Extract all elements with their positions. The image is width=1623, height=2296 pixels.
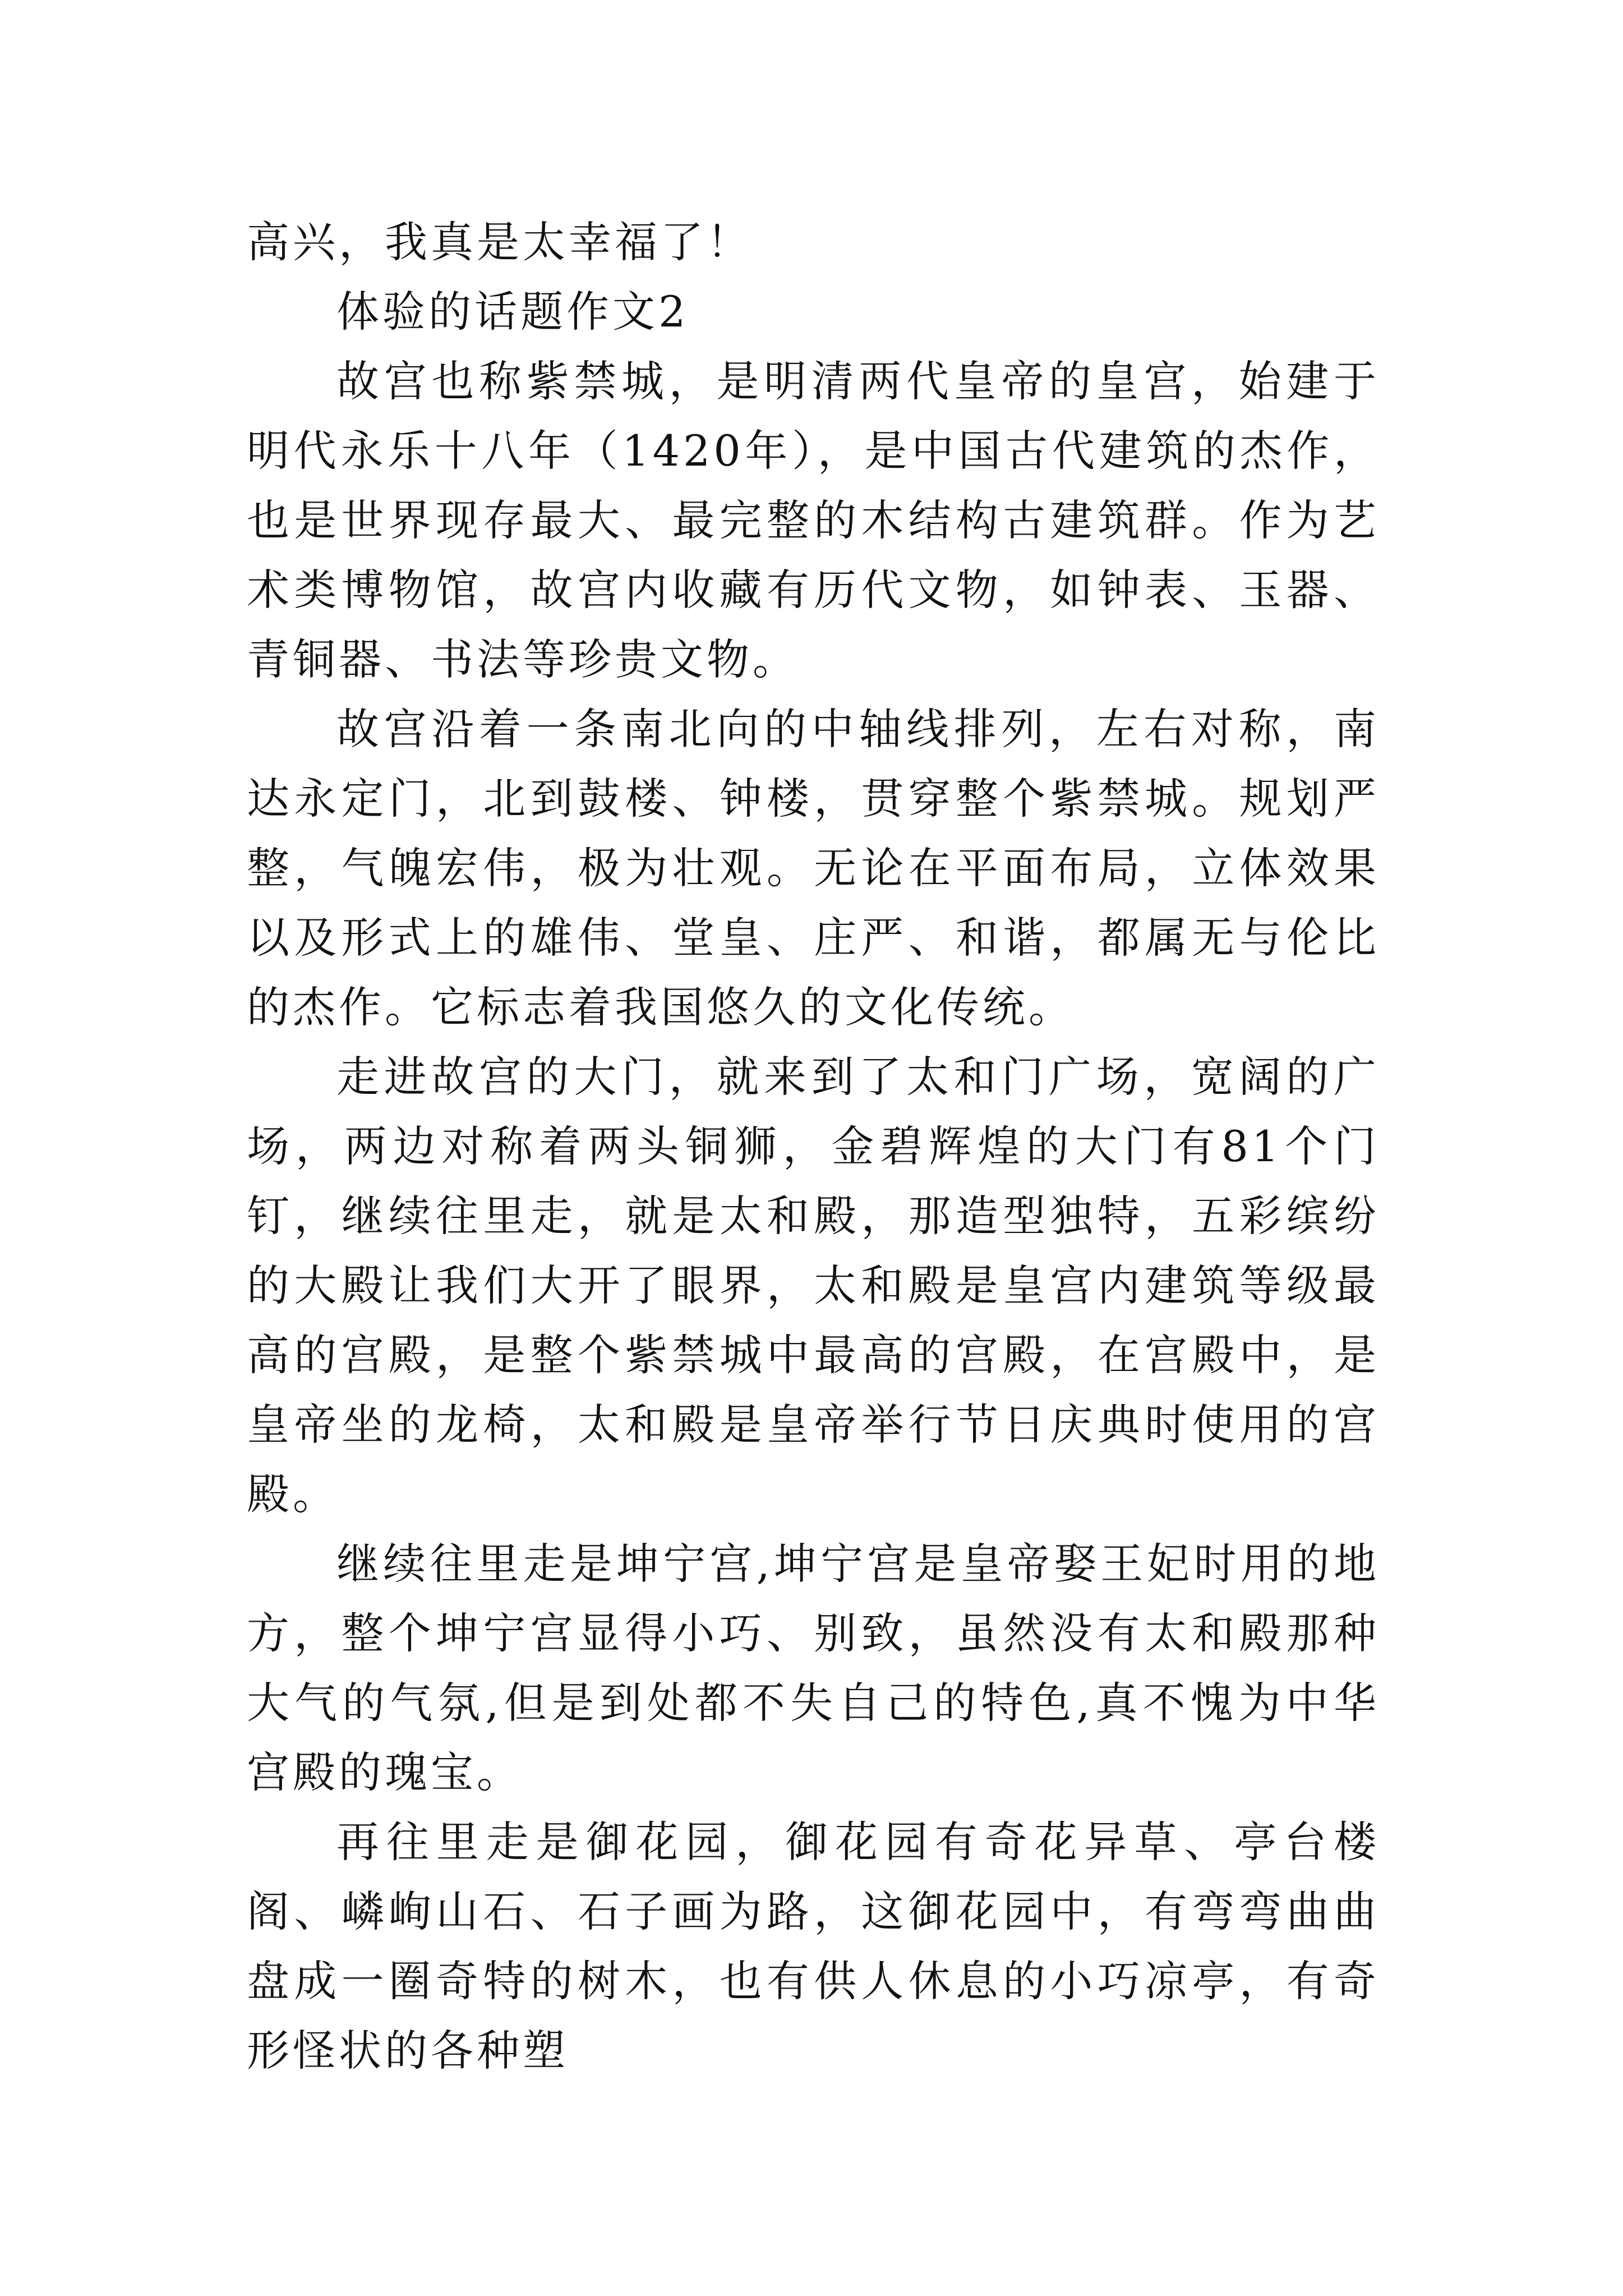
paragraph-imperial-garden: 再往里走是御花园，御花园有奇花异草、亭台楼阁、嶙峋山石、石子画为路，这御花园中，有弯弯曲曲盘成一圈奇特的树木，也有供人休息的小巧凉亭，有奇形怪状的各种塑 — [247, 1817, 1380, 2076]
section-heading: 体验的话题作文2 — [336, 287, 689, 337]
paragraph-taihe-hall: 走进故宫的大门，就来到了太和门广场，宽阔的广场，两边对称着两头铜狮，金碧辉煌的大门有81个门钉，继续往里走，就是太和殿，那造型独特，五彩缤纷的大殿让我们大开了眼界，太和殿是皇宫内建筑等级最高的宫殿，是整个紫禁城中最高的宫殿，在宫殿中，是皇帝坐的龙椅，太和殿是皇帝举行节日庆典时使用的宫殿。 — [247, 1052, 1380, 1519]
paragraph-central-axis: 故宫沿着一条南北向的中轴线排列，左右对称，南达永定门，北到鼓楼、钟楼，贯穿整个紫禁城。规划严整，气魄宏伟，极为壮观。无论在平面布局，立体效果以及形式上的雄伟、堂皇、庄严、和谐，都属无与伦比的杰作。它标志着我国悠久的文化传统。 — [247, 704, 1380, 1032]
paragraph-forbidden-city-intro: 故宫也称紫禁城，是明清两代皇帝的皇宫，始建于明代永乐十八年（1420年），是中国古代建筑的杰作，也是世界现存最大、最完整的木结构古建筑群。作为艺术类博物馆，故宫内收藏有历代文物，如钟表、玉器、青铜器、书法等珍贵文物。 — [247, 356, 1380, 684]
paragraph-kunning-palace: 继续往里走是坤宁宫,坤宁宫是皇帝娶王妃时用的地方，整个坤宁宫显得小巧、别致，虽然没有太和殿那种大气的气氛,但是到处都不失自己的特色,真不愧为中华宫殿的瑰宝。 — [247, 1539, 1380, 1797]
document-body — [247, 208, 1380, 2086]
paragraph-continuation: 高兴，我真是太幸福了！ — [247, 217, 753, 267]
